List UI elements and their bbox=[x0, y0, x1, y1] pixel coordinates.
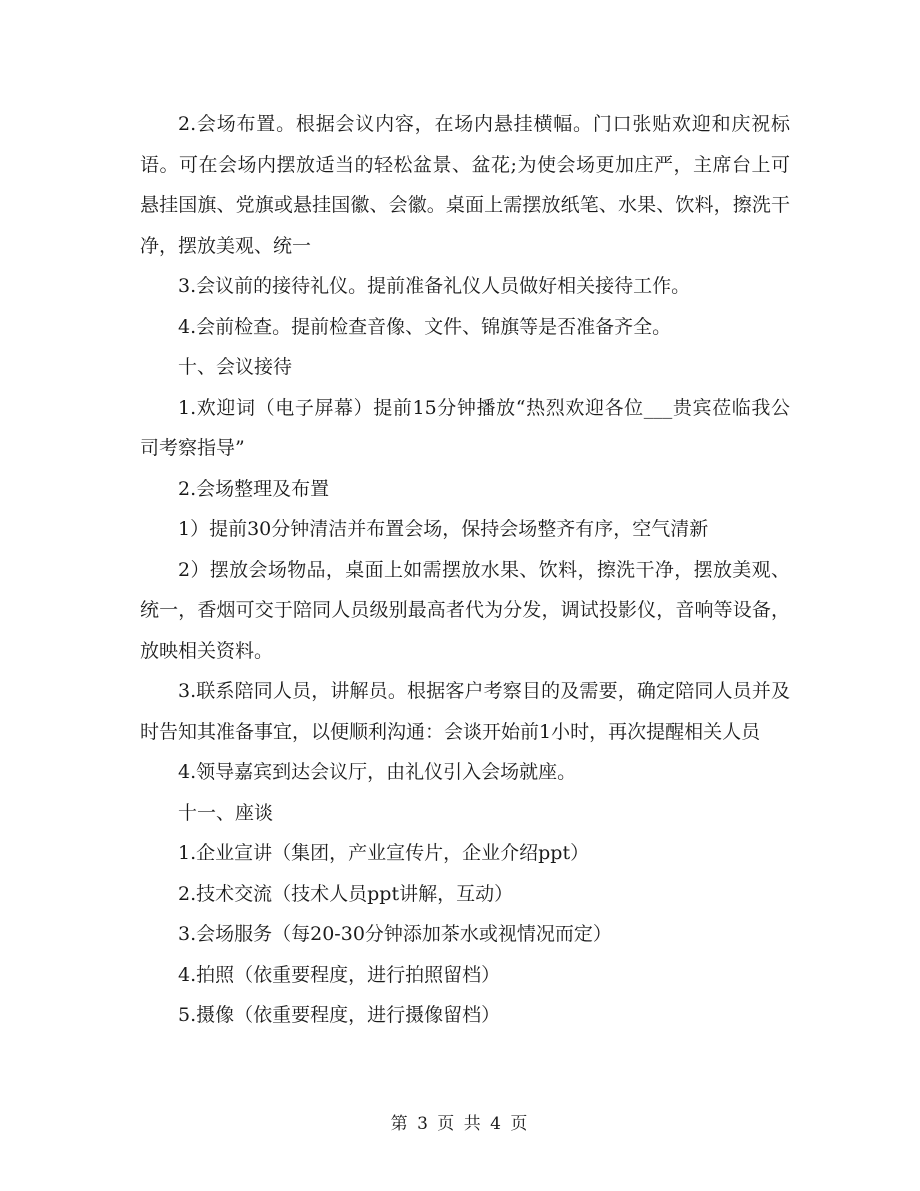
paragraph-placing-items: 2）摆放会场物品，桌面上如需摆放水果、饮料，擦洗干净，摆放美观、统一，香烟可交于陪同人员级别最高者代为分发，调试投影仪，音响等设备，放映相关资料。 bbox=[140, 558, 790, 662]
paragraph-venue-layout: 2.会场布置。根据会议内容，在场内悬挂横幅。门口张贴欢迎和庆祝标语。可在会场内摆放适当的轻松盆景、盆花;为使会场更加庄严，主席台上可悬挂国旗、党旗或悬挂国徽、会徽。桌面上需摆放纸笔、水果、饮料，擦洗干净，摆放美观、统一 bbox=[140, 113, 790, 257]
paragraph-guests-arrival: 4.领导嘉宾到达会议厅，由礼仪引入会场就座。 bbox=[178, 761, 577, 783]
paragraph-pre-meeting-check: 4.会前检查。提前检查音像、文件、锦旗等是否准备齐全。 bbox=[178, 315, 672, 338]
list-item-venue-service: 3.会场服务（每20-30分钟添加茶水或视情况而定） bbox=[178, 923, 612, 945]
page-number-footer: 第 3 页 共 4 页 bbox=[390, 1114, 530, 1134]
paragraph-venue-arrangement: 2.会场整理及布置 bbox=[178, 477, 330, 500]
list-item-photography: 4.拍照（依重要程度，进行拍照留档） bbox=[178, 963, 501, 986]
document-body bbox=[140, 104, 790, 1036]
paragraph-welcome-message: 1.欢迎词（电子屏幕）提前15分钟播放“热烈欢迎各位___贵宾莅临我公司考察指导” bbox=[140, 396, 790, 459]
list-item-video-recording: 5.摄像（依重要程度，进行摄像留档） bbox=[178, 1004, 501, 1026]
list-item-corporate-presentation: 1.企业宣讲（集团，产业宣传片，企业介绍ppt） bbox=[178, 842, 590, 864]
list-item-technical-exchange: 2.技术交流（技术人员ppt讲解，互动） bbox=[178, 882, 514, 905]
section-heading-discussion: 十一、座谈 bbox=[178, 801, 274, 824]
section-heading-meeting-reception: 十、会议接待 bbox=[178, 356, 293, 378]
paragraph-contact-escorts: 3.联系陪同人员，讲解员。根据客户考察目的及需要，确定陪同人员并及时告知其准备事宜，以便顺利沟通：会谈开始前1小时，再次提醒相关人员 bbox=[140, 680, 790, 743]
paragraph-cleaning: 1）提前30分钟清洁并布置会场，保持会场整齐有序，空气清新 bbox=[178, 518, 709, 540]
paragraph-reception-etiquette: 3.会议前的接待礼仪。提前准备礼仪人员做好相关接待工作。 bbox=[178, 275, 691, 297]
